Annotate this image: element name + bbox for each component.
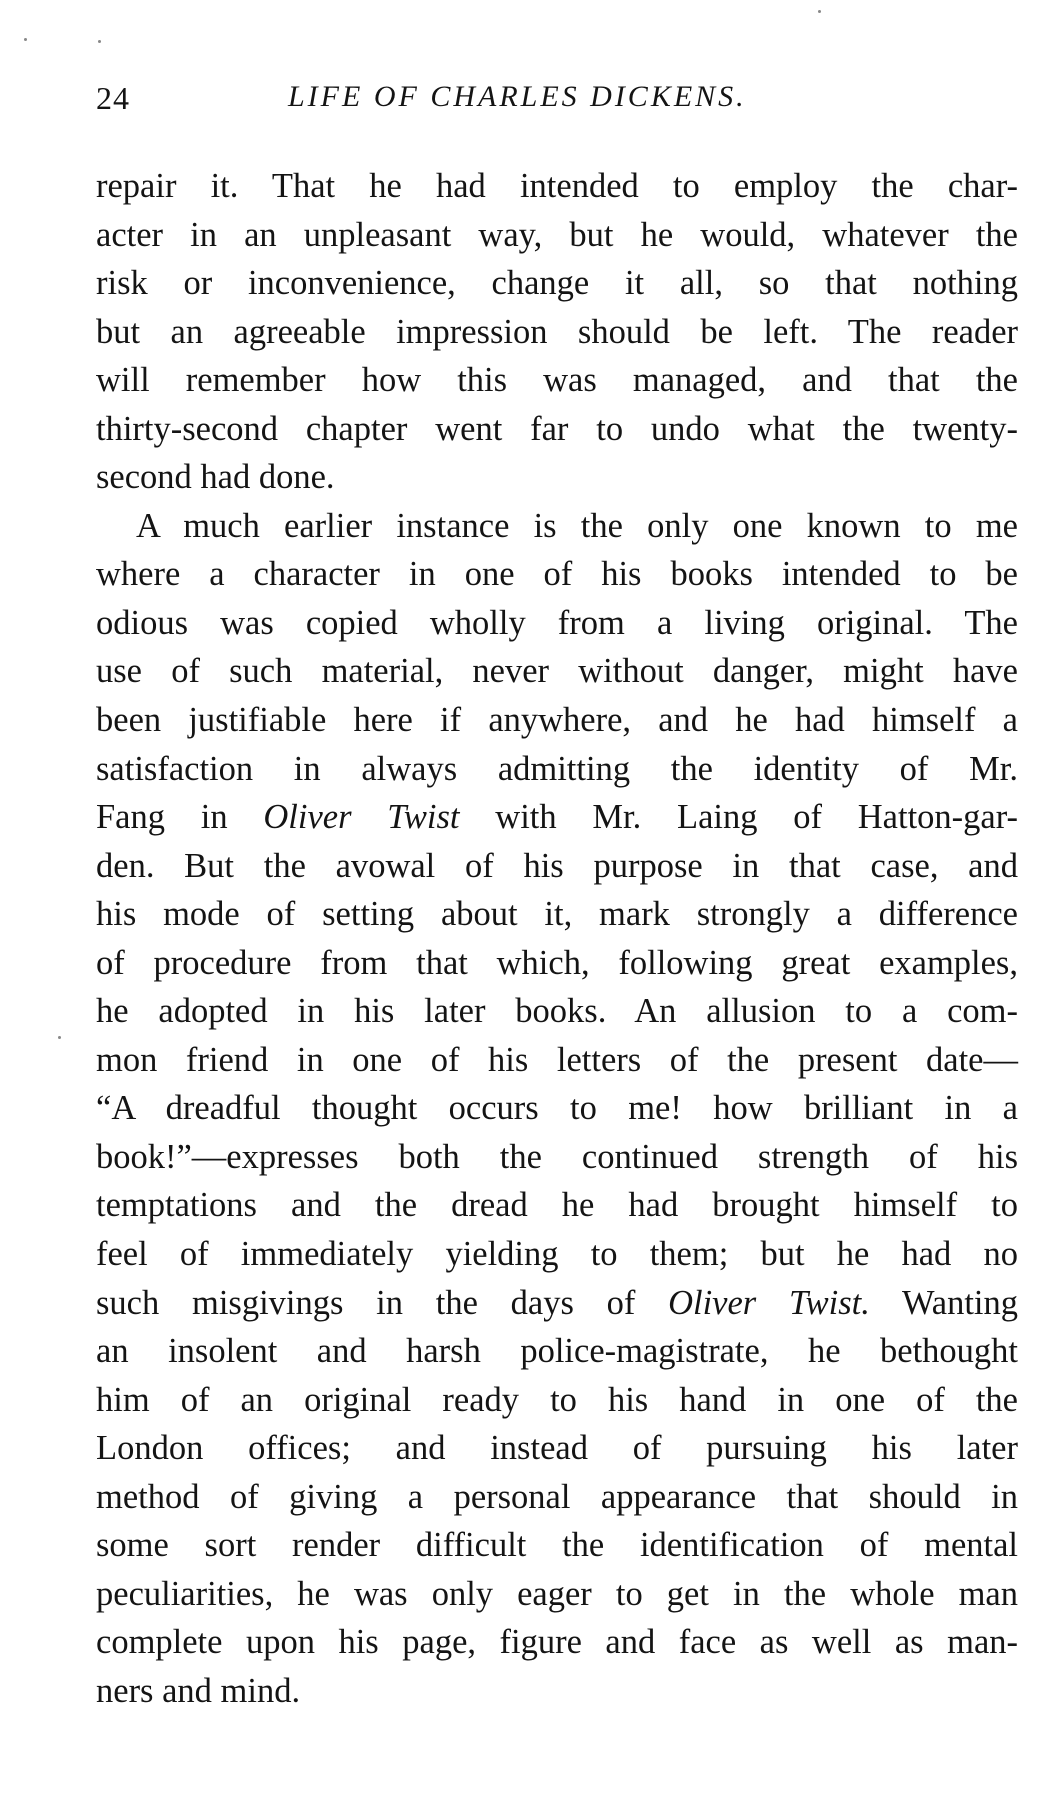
text-line: he adopted in his later books. An allusion to a com-	[96, 992, 1018, 1031]
text-line: risk or inconvenience, change it all, so that nothing	[96, 264, 1018, 303]
paper-speck	[24, 38, 27, 41]
text-segment: such misgivings in the days of	[96, 1283, 669, 1322]
text-line: his mode of setting about it, mark strongly a difference	[96, 895, 1018, 934]
text-line: ners and mind.	[96, 1671, 301, 1710]
paper-speck	[98, 40, 101, 43]
text-line: temptations and the dread he had brought himself to	[96, 1186, 1018, 1225]
text-line	[96, 1279, 1018, 1328]
text-line: mon friend in one of his letters of the present date—	[96, 1040, 1018, 1079]
text-line: an insolent and harsh police-magistrate, he bethought	[96, 1332, 1018, 1371]
text-line: use of such material, never without danger, might have	[96, 652, 1018, 691]
text-line: been justifiable here if anywhere, and he had himself a	[96, 701, 1018, 740]
text-line: thirty-second chapter went far to undo what the twenty-	[96, 409, 1018, 448]
text-line: repair it. That he had intended to employ the char-	[96, 167, 1018, 205]
paper-speck	[58, 1036, 61, 1039]
text-line: of procedure from that which, following great examples,	[96, 943, 1018, 982]
text-line: where a character in one of his books intended to be	[96, 555, 1018, 594]
page-number: 24	[96, 80, 130, 116]
body-text	[96, 162, 1018, 1716]
text-line: some sort render difficult the identification of mental	[96, 1526, 1018, 1565]
text-segment: Wanting	[869, 1283, 1018, 1322]
text-line: him of an original ready to his hand in one of the	[96, 1380, 1018, 1419]
text-line: “A dreadful thought occurs to me! how brilliant in a	[96, 1089, 1018, 1128]
text-line: A much earlier instance is the only one known to me	[136, 506, 1018, 545]
book-title: Oliver Twist.	[668, 1283, 870, 1322]
text-line: London offices; and instead of pursuing his later	[96, 1429, 1018, 1468]
text-line: but an agreeable impression should be left. The reader	[96, 312, 1018, 351]
text-line: satisfaction in always admitting the identity of Mr.	[96, 749, 1018, 788]
text-line: will remember how this was managed, and that the	[96, 361, 1018, 400]
text-line	[96, 793, 1018, 842]
text-line: peculiarities, he was only eager to get in the whole man	[96, 1574, 1018, 1613]
text-line: feel of immediately yielding to them; but he had no	[96, 1235, 1018, 1274]
text-line: method of giving a personal appearance that should in	[96, 1477, 1018, 1516]
running-title: LIFE OF CHARLES DICKENS.	[288, 80, 747, 113]
text-line: den. But the avowal of his purpose in that case, and	[96, 846, 1018, 885]
text-line: complete upon his page, figure and face as well as man-	[96, 1623, 1018, 1662]
text-line: book!”—expresses both the continued strength of his	[96, 1137, 1018, 1176]
text-segment: Fang in	[96, 798, 264, 837]
text-line: second had done.	[96, 458, 335, 497]
running-header	[96, 72, 1016, 122]
book-title: Oliver Twist	[263, 798, 460, 837]
text-segment: with Mr. Laing of Hatton-gar-	[459, 798, 1019, 837]
text-line: odious was copied wholly from a living original. The	[96, 603, 1018, 642]
text-line: acter in an unpleasant way, but he would, whatever the	[96, 215, 1018, 254]
paper-speck	[818, 10, 821, 13]
